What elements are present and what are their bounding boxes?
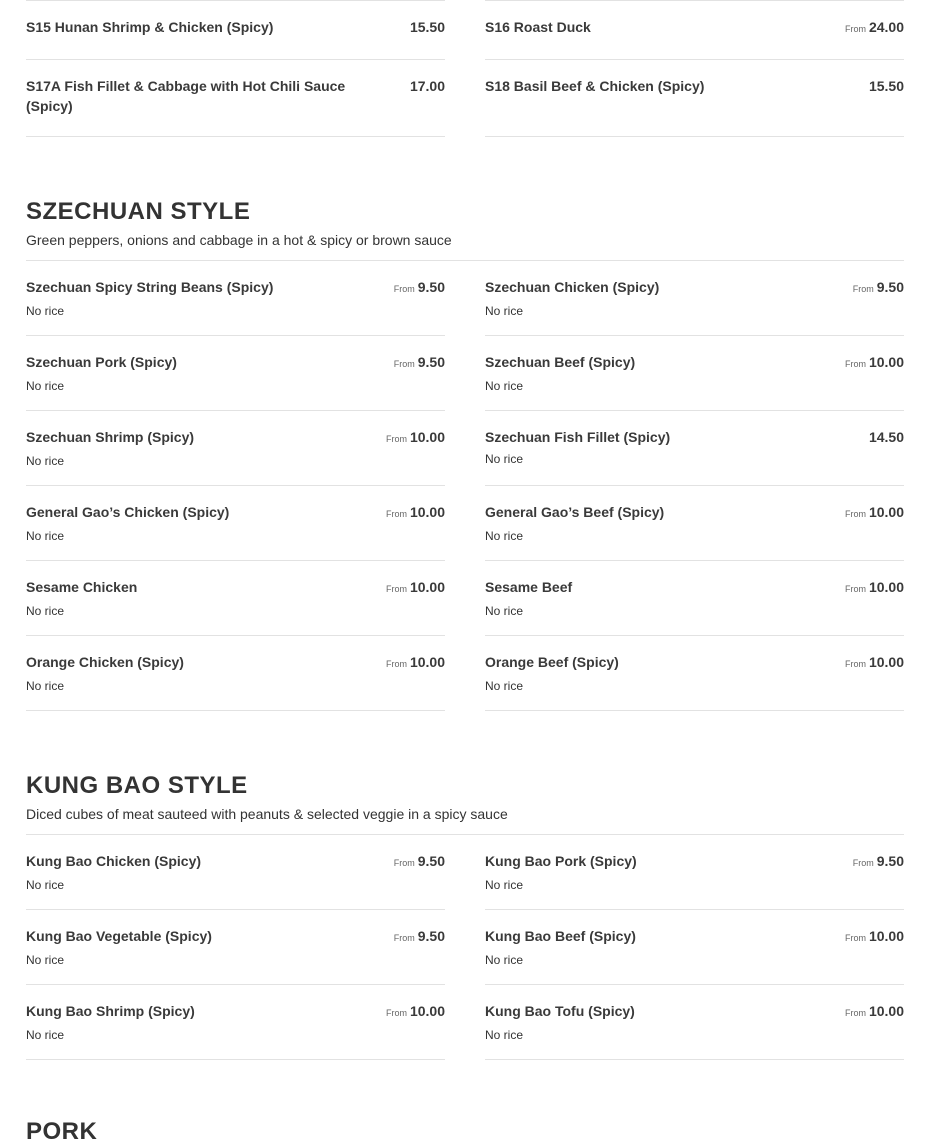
item-name: General Gao’s Chicken (Spicy) [26, 504, 230, 520]
from-label: From [852, 858, 874, 868]
item-name: Kung Bao Vegetable (Spicy) [26, 928, 212, 944]
item-note: No rice [485, 679, 524, 693]
menu-item[interactable] [485, 411, 904, 486]
menu-item[interactable] [485, 835, 904, 910]
item-name: Szechuan Beef (Spicy) [485, 354, 636, 370]
menu-item[interactable] [26, 60, 445, 137]
menu-item[interactable] [26, 411, 445, 486]
from-label: From [385, 1008, 407, 1018]
item-price-wrap [394, 851, 445, 873]
item-price-wrap [853, 277, 904, 299]
item-price-wrap [845, 352, 904, 374]
item-name: Szechuan Pork (Spicy) [26, 354, 177, 370]
item-note: No rice [26, 304, 65, 318]
item-price: 10.00 [868, 504, 904, 520]
item-note: No rice [485, 878, 524, 892]
from-label: From [844, 1008, 866, 1018]
item-price: 17.00 [409, 78, 445, 94]
section-header-pork [26, 1118, 904, 1139]
menu-item[interactable] [485, 60, 904, 137]
section-header-szechuan [26, 198, 904, 261]
section-title: PORK [26, 1118, 98, 1139]
item-note: No rice [485, 1028, 524, 1042]
item-price: 24.00 [868, 19, 904, 35]
item-note: No rice [26, 1028, 65, 1042]
section-description: Green peppers, onions and cabbage in a hot & spicy or brown sauce [26, 232, 452, 248]
section-title: KUNG BAO STYLE [26, 772, 248, 799]
item-name: S17A Fish Fillet & Cabbage with Hot Chili Sauce (Spicy) [26, 78, 346, 114]
item-price: 14.50 [868, 429, 904, 445]
item-note: No rice [485, 953, 524, 967]
item-price-wrap [394, 277, 445, 299]
item-note: No rice [485, 529, 524, 543]
item-note: No rice [26, 679, 65, 693]
item-price-wrap [845, 1001, 904, 1023]
menu-item[interactable] [485, 261, 904, 336]
item-price: 10.00 [409, 1003, 445, 1019]
item-price: 9.50 [417, 279, 445, 295]
item-name: Sesame Beef [485, 579, 573, 595]
item-name: S16 Roast Duck [485, 19, 591, 35]
item-price-wrap [407, 76, 445, 98]
item-note: No rice [485, 604, 524, 618]
item-price: 10.00 [409, 429, 445, 445]
menu-item[interactable] [26, 636, 445, 711]
section-description: Diced cubes of meat sauteed with peanuts & selected veggie in a spicy sauce [26, 806, 508, 822]
item-price-wrap [386, 427, 445, 449]
item-price-wrap [845, 652, 904, 674]
menu-item[interactable] [26, 910, 445, 985]
item-name: Kung Bao Chicken (Spicy) [26, 853, 202, 869]
item-note: No rice [26, 529, 65, 543]
menu-item[interactable] [485, 636, 904, 711]
item-name: General Gao’s Beef (Spicy) [485, 504, 665, 520]
item-price: 10.00 [409, 504, 445, 520]
item-price-wrap [386, 1001, 445, 1023]
menu-item[interactable] [26, 1, 445, 60]
from-label: From [844, 659, 866, 669]
menu-item[interactable] [485, 1, 904, 60]
item-price: 10.00 [868, 1003, 904, 1019]
section-header-kung-bao [26, 772, 904, 835]
item-name: S15 Hunan Shrimp & Chicken (Spicy) [26, 19, 274, 35]
from-label: From [385, 434, 407, 444]
from-label: From [844, 933, 866, 943]
menu-grid-top [26, 1, 904, 137]
item-price: 9.50 [417, 853, 445, 869]
item-price: 10.00 [868, 579, 904, 595]
item-name: Kung Bao Tofu (Spicy) [485, 1003, 635, 1019]
from-label: From [393, 284, 415, 294]
item-price: 10.00 [409, 654, 445, 670]
item-note: No rice [485, 304, 524, 318]
item-note: No rice [26, 604, 65, 618]
menu-item[interactable] [485, 910, 904, 985]
item-price-wrap [866, 427, 904, 449]
item-name: Szechuan Spicy String Beans (Spicy) [26, 279, 274, 295]
item-price: 9.50 [876, 279, 904, 295]
menu-item[interactable] [26, 835, 445, 910]
menu-item[interactable] [26, 985, 445, 1060]
menu-grid-szechuan [26, 261, 904, 711]
item-price-wrap [394, 352, 445, 374]
item-price-wrap [407, 17, 445, 39]
menu-item[interactable] [26, 336, 445, 411]
from-label: From [852, 284, 874, 294]
item-name: Kung Bao Pork (Spicy) [485, 853, 637, 869]
item-price: 9.50 [876, 853, 904, 869]
menu-grid-kung-bao [26, 835, 904, 1060]
item-price: 15.50 [868, 78, 904, 94]
item-price-wrap [386, 502, 445, 524]
from-label: From [393, 359, 415, 369]
menu-item[interactable] [485, 985, 904, 1060]
menu-item[interactable] [26, 561, 445, 636]
item-name: Sesame Chicken [26, 579, 138, 595]
item-note: No rice [26, 953, 65, 967]
item-note: No rice [26, 454, 65, 468]
item-price-wrap [386, 577, 445, 599]
item-name: Orange Chicken (Spicy) [26, 654, 184, 670]
item-name: Szechuan Shrimp (Spicy) [26, 429, 195, 445]
item-price: 9.50 [417, 928, 445, 944]
item-price-wrap [394, 926, 445, 948]
from-label: From [385, 659, 407, 669]
item-price-wrap [845, 926, 904, 948]
from-label: From [844, 509, 866, 519]
item-price: 9.50 [417, 354, 445, 370]
item-name: Szechuan Chicken (Spicy) [485, 279, 660, 295]
item-name: S18 Basil Beef & Chicken (Spicy) [485, 78, 705, 94]
item-note: No rice [26, 878, 65, 892]
item-price: 10.00 [868, 354, 904, 370]
item-price-wrap [853, 851, 904, 873]
menu-item[interactable] [485, 561, 904, 636]
from-label: From [844, 24, 866, 34]
from-label: From [393, 933, 415, 943]
item-price-wrap [845, 17, 904, 39]
from-label: From [385, 584, 407, 594]
item-price: 10.00 [868, 654, 904, 670]
menu-item[interactable] [485, 336, 904, 411]
menu-item[interactable] [26, 261, 445, 336]
item-price: 15.50 [409, 19, 445, 35]
menu-item[interactable] [26, 486, 445, 561]
section-title: SZECHUAN STYLE [26, 198, 251, 225]
item-note: No rice [485, 379, 524, 393]
menu-item[interactable] [485, 486, 904, 561]
item-price: 10.00 [409, 579, 445, 595]
from-label: From [844, 584, 866, 594]
item-name: Kung Bao Beef (Spicy) [485, 928, 636, 944]
item-price: 10.00 [868, 928, 904, 944]
item-name: Szechuan Fish Fillet (Spicy) [485, 429, 671, 445]
item-name: Orange Beef (Spicy) [485, 654, 619, 670]
from-label: From [385, 509, 407, 519]
item-note: No rice [26, 379, 65, 393]
item-name: Kung Bao Shrimp (Spicy) [26, 1003, 195, 1019]
item-note: No rice [485, 452, 524, 466]
from-label: From [844, 359, 866, 369]
from-label: From [393, 858, 415, 868]
item-price-wrap [866, 76, 904, 98]
item-price-wrap [845, 502, 904, 524]
item-price-wrap [386, 652, 445, 674]
item-price-wrap [845, 577, 904, 599]
